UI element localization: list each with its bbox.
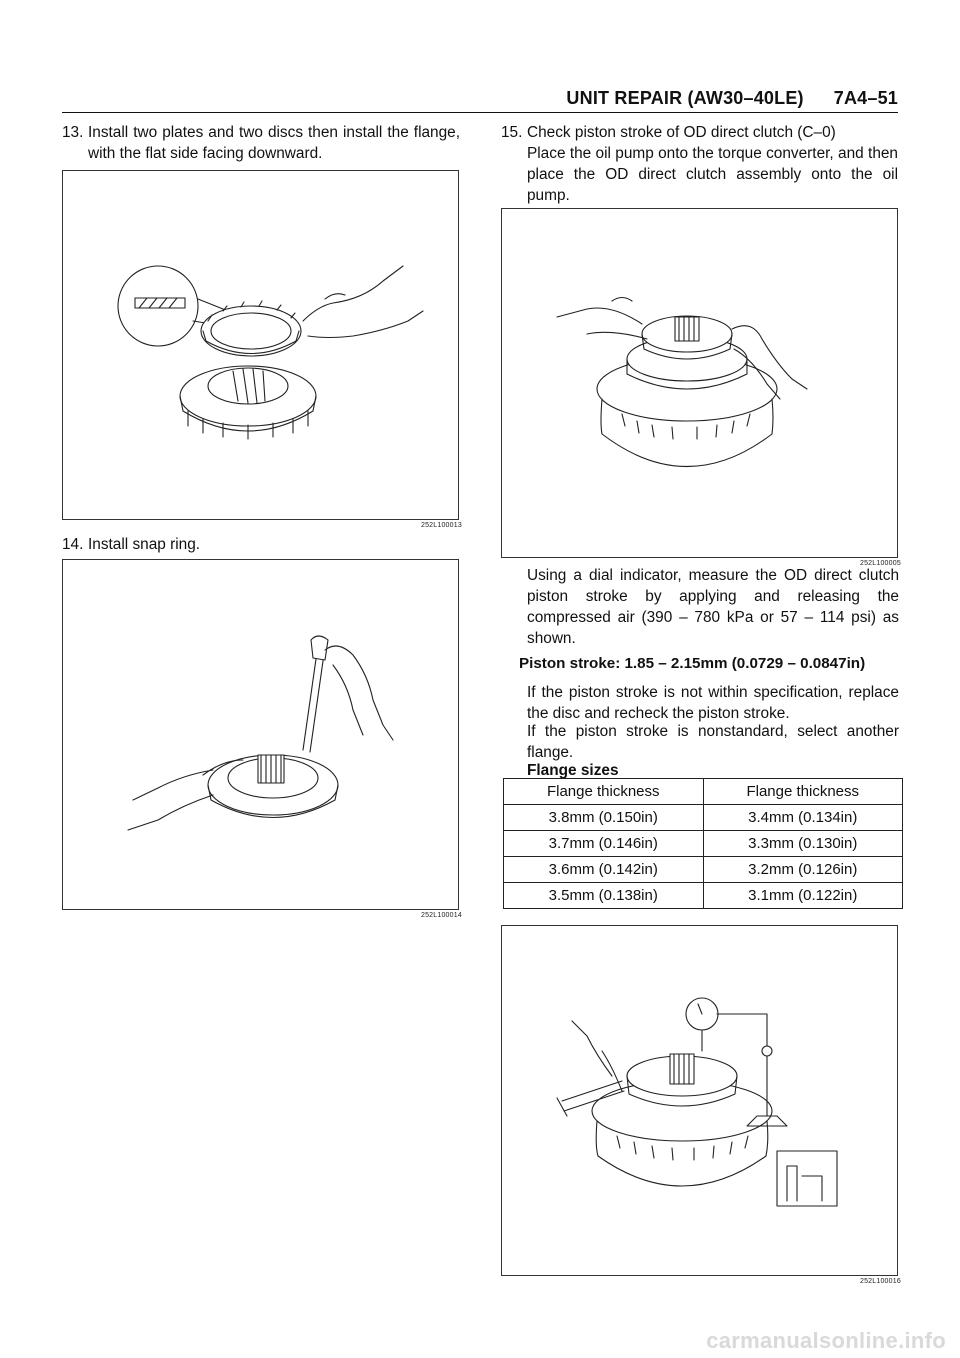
step-number: 15. [501, 124, 523, 141]
step-text: Install snap ring. [88, 536, 201, 553]
step-13 [62, 122, 460, 164]
page-number: 7A4–51 [833, 88, 898, 108]
table-header-row [504, 779, 903, 805]
table-header-cell: Flange thickness [703, 779, 903, 805]
figure-install-flange [62, 170, 459, 520]
table-cell: 3.4mm (0.134in) [703, 805, 903, 831]
step-title: Check piston stroke of OD direct clutch (C–0) [527, 124, 836, 141]
step-number: 13. [62, 124, 84, 141]
watermark-text[interactable]: carmanualsonline.info [706, 1328, 946, 1353]
figure-code: 252L100016 [860, 1278, 901, 1285]
step-14 [62, 534, 460, 555]
flange-illustration [63, 171, 458, 519]
step-text: Install two plates and two discs then install the flange, with the flat side facing downward. [88, 124, 460, 162]
figure-code: 252L100005 [860, 560, 901, 567]
snap-ring-illustration [63, 560, 458, 909]
table-row [504, 805, 903, 831]
nonstandard-instruction: If the piston stroke is nonstandard, select another flange. [527, 723, 899, 761]
piston-stroke-spec: Piston stroke: 1.85 – 2.15mm (0.0729 – 0.0847in) [519, 655, 866, 672]
figure-install-snap-ring [62, 559, 459, 910]
dial-indicator-illustration [502, 926, 897, 1275]
step-15 [501, 122, 898, 206]
page-header [566, 88, 898, 109]
header-rule [62, 112, 898, 113]
figure-dial-indicator [501, 925, 898, 1276]
table-row [504, 831, 903, 857]
figure-code: 252L100014 [421, 912, 462, 919]
table-cell: 3.7mm (0.146in) [504, 831, 704, 857]
flange-sizes-table [503, 778, 903, 909]
table-cell: 3.2mm (0.126in) [703, 857, 903, 883]
measure-instruction: Using a dial indicator, measure the OD direct clutch piston stroke by applying and releasing the compressed air (390 – 780 kPa or 57 – 114 psi) as shown. [527, 567, 899, 647]
table-header-cell: Flange thickness [504, 779, 704, 805]
step-text: Place the oil pump onto the torque converter, and then place the OD direct clutch assembly onto the oil pump. [527, 145, 898, 204]
table-row [504, 883, 903, 909]
table-cell: 3.3mm (0.130in) [703, 831, 903, 857]
figure-oil-pump-placement [501, 208, 898, 558]
table-cell: 3.6mm (0.142in) [504, 857, 704, 883]
section-title: UNIT REPAIR (AW30–40LE) [566, 88, 804, 108]
table-row [504, 857, 903, 883]
table-title: Flange sizes [527, 762, 619, 779]
table-cell: 3.5mm (0.138in) [504, 883, 704, 909]
step-number: 14. [62, 536, 84, 553]
replace-instruction: If the piston stroke is not within specification, replace the disc and recheck the piston stroke. [527, 684, 899, 722]
torque-converter-illustration [502, 209, 897, 557]
table-cell: 3.1mm (0.122in) [703, 883, 903, 909]
figure-code: 252L100013 [421, 522, 462, 529]
table-cell: 3.8mm (0.150in) [504, 805, 704, 831]
